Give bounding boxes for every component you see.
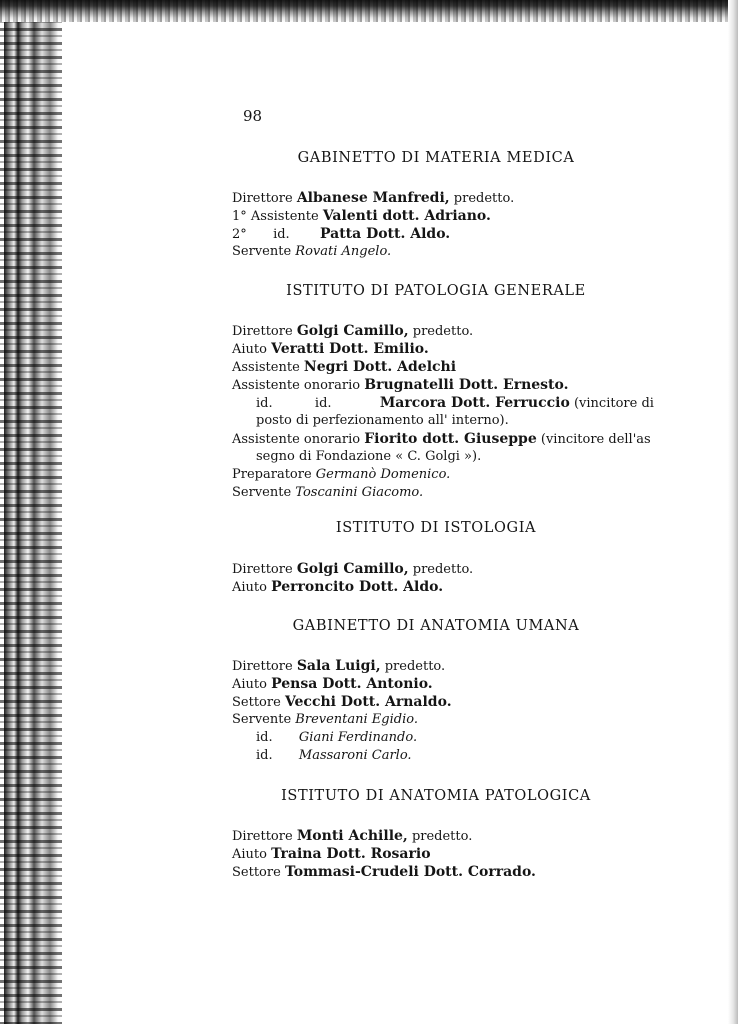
role: 1° Assistente	[232, 209, 319, 224]
role-id: id.	[273, 227, 290, 242]
page-right-edge	[728, 0, 738, 1024]
heading-anatomia-patologica: ISTITUTO DI ANATOMIA PATOLOGICA	[281, 788, 591, 804]
heading-materia-medica: GABINETTO DI MATERIA MEDICA	[297, 150, 575, 166]
line-servente	[232, 712, 418, 727]
line-direttore	[232, 190, 514, 206]
line-direttore	[232, 658, 445, 674]
heading-anatomia-umana: GABINETTO DI ANATOMIA UMANA	[292, 618, 580, 634]
person-name: Veratti Dott. Emilio.	[271, 341, 429, 357]
line-preparatore	[232, 467, 450, 482]
line-assistente-id	[256, 395, 654, 411]
book-binding-edge	[0, 0, 62, 1024]
person-name: Valenti dott. Adriano.	[322, 208, 491, 224]
person-name: Monti Achille,	[296, 828, 408, 844]
role: id.	[256, 730, 273, 745]
person-name: Toscanini Giacomo.	[295, 485, 424, 500]
role: Settore	[232, 695, 281, 710]
role: 2°	[232, 227, 247, 242]
role: Servente	[232, 712, 292, 727]
role: Assistente onorario	[232, 378, 361, 393]
role: Assistente onorario	[232, 432, 361, 447]
role: Assistente	[232, 360, 300, 375]
person-name: Marcora Dott. Ferruccio	[379, 395, 570, 411]
note: (vincitore dell'as	[540, 432, 651, 447]
role: Aiuto	[232, 677, 267, 692]
line-aiuto	[232, 676, 433, 692]
person-name: Pensa Dott. Antonio.	[271, 676, 433, 692]
role: Preparatore	[232, 467, 312, 482]
role: Direttore	[232, 191, 293, 206]
line-assistente-onorario	[232, 431, 651, 447]
note: predetto.	[411, 829, 473, 844]
role: Direttore	[232, 324, 293, 339]
role: id.	[256, 396, 273, 411]
role: Direttore	[232, 659, 293, 674]
page-number: 98	[243, 107, 263, 125]
person-name: Tommasi-Crudeli Dott. Corrado.	[284, 864, 536, 880]
line-direttore	[232, 323, 473, 339]
role: Direttore	[232, 829, 293, 844]
person-name: Golgi Camillo,	[296, 561, 409, 577]
role: id.	[256, 748, 273, 763]
line-direttore	[232, 561, 473, 577]
role: Settore	[232, 865, 281, 880]
line-servente	[232, 244, 391, 259]
heading-patologia-generale: ISTITUTO DI PATOLOGIA GENERALE	[286, 283, 586, 299]
person-name: Rovati Angelo.	[295, 244, 392, 259]
person-name: Golgi Camillo,	[296, 323, 409, 339]
person-name: Massaroni Carlo.	[298, 748, 412, 763]
note: predetto.	[412, 562, 474, 577]
role: Aiuto	[232, 580, 267, 595]
person-name: Brugnatelli Dott. Ernesto.	[364, 377, 569, 393]
note: predetto.	[453, 191, 515, 206]
person-name: Negri Dott. Adelchi	[303, 359, 457, 375]
line-assistente	[232, 359, 456, 375]
person-name: Traina Dott. Rosario	[271, 846, 431, 862]
heading-istologia: ISTITUTO DI ISTOLOGIA	[335, 520, 537, 536]
role: Aiuto	[232, 342, 267, 357]
line-direttore	[232, 828, 472, 844]
line-aiuto	[232, 846, 431, 862]
note: predetto.	[412, 324, 474, 339]
role: Direttore	[232, 562, 293, 577]
line-servente-id	[256, 748, 412, 763]
page-top-edge	[0, 0, 738, 22]
role-id: id.	[314, 396, 332, 411]
note: predetto.	[384, 659, 446, 674]
person-name: Patta Dott. Aldo.	[319, 226, 451, 242]
person-name: Fiorito dott. Giuseppe	[364, 431, 537, 447]
role: Servente	[232, 244, 292, 259]
line-assistente-2	[232, 226, 450, 242]
person-name: Giani Ferdinando.	[298, 730, 418, 745]
line-assistente-onorario	[232, 377, 568, 393]
person-name: Albanese Manfredi,	[296, 190, 450, 206]
line-continuation: segno di Fondazione « C. Golgi »).	[256, 449, 482, 464]
line-aiuto	[232, 579, 443, 595]
person-name: Perroncito Dott. Aldo.	[271, 579, 444, 595]
role: Aiuto	[232, 847, 267, 862]
person-name: Breventani Egidio.	[295, 712, 418, 727]
line-aiuto	[232, 341, 429, 357]
line-assistente-1	[232, 208, 491, 224]
role: Servente	[232, 485, 292, 500]
line-servente-id	[256, 730, 417, 745]
line-servente	[232, 485, 423, 500]
line-continuation: posto di perfezionamento all' interno).	[256, 413, 509, 428]
person-name: Vecchi Dott. Arnaldo.	[284, 694, 452, 710]
note: (vincitore di	[573, 396, 654, 411]
line-settore	[232, 694, 452, 710]
person-name: Sala Luigi,	[296, 658, 381, 674]
line-settore	[232, 864, 536, 880]
person-name: Germanò Domenico.	[315, 467, 451, 482]
